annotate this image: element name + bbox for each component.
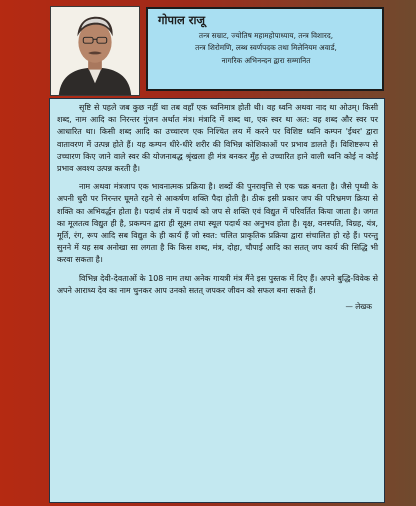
author-info-card xyxy=(146,7,384,91)
author-signature: — लेखक xyxy=(345,302,372,312)
author-portrait-image xyxy=(51,7,139,95)
author-photo xyxy=(50,6,140,96)
author-title-line: तन्त्र सम्राट, ज्योतिष महामहोपाध्याय, तन्त्र विशारद, xyxy=(198,31,334,40)
foreword-paragraph: सृष्टि से पहले जब कुछ नहीं था तब वहाँ एक ध्वनिमात्र होती थी। वह ध्वनि अथवा नाद था ओउम्। किसी शब्द, नाम आदि का निरन्तर गुंजन अर्थात मंत्र। मंत्रादि में शब्द था, एक स्वर था अत: वह शब्द और स्वर पर आधारित था। किसी शब्द आदि का उच्चारण एक निश्चित लय में करने पर विशिष्ट ध्वनि कम्पन 'ईथर' द्वारा वातावरण में उत्पन्न होते हैं। यह कम्पन धीरे-धीरे शरीर की विभिन्न कोशिकाओं पर प्रभाव डालते हैं। विशिष्टरूप से उच्चारण किए जाने वाले स्वर की योजनाबद्ध श्रृंखला ही मंत्र बनकर मुँह से उच्चारित हाने वाली ध्वनि कोई न कोई प्रभाव अवश्य उत्पन्न करती है। xyxy=(57,103,378,174)
author-title-line: नागरिक अभिनन्दन द्वारा सम्मानित xyxy=(221,55,311,65)
author-name: गोपाल राजू xyxy=(158,13,205,27)
foreword-text-panel xyxy=(49,98,385,503)
foreword-paragraph: नाम अथवा मंत्रजाप एक भावनात्मक प्रक्रिया है। शब्दों की पुनरावृत्ति से एक चक्र बनता है। जैसे पृथ्वी के अपनी धुरी पर निरन्तर घूमते रहने से आकर्षण शक्ति पैदा होती है। ठीक इसी प्रकार जप की परिभ्रमण क्रिया से शक्ति का अभिवर्द्धन होता है। पदार्थ तंत्र में पदार्थ को जप से शक्ति एवं विद्युत में परिवर्तित किया जाता है। जगत का मूलतत्व विद्युत ही है, प्रकम्पन द्वारा ही सूक्ष्म तथा स्थूल पदार्थ का अनुभव होता है। वृक्ष, वनस्पति, विग्रह, यंत्र, मूर्ति, रंग, रूप आदि सब विद्युत के ही कार्य हैं जो स्वत: चलित प्राकृतिक प्रक्रिया द्वारा संचालित हो रहे हैं। परन्तु सुनने में यह सब अनोखा सा लगता है कि किस शब्द, मंत्र, दोहा, चौपाई आदि का सतत् जप कार्य की सिद्धि भी करवा सकता है। xyxy=(57,182,378,265)
author-title-line: तन्त्र शिरोमणि, लब्ध स्वर्णपदक तथा मिलेनियम अवार्ड, xyxy=(195,43,337,53)
foreword-paragraph: विभिन्न देवी-देवताओं के 108 नाम तथा अनेक गायत्री मंत्र मैंने इस पुस्तक में दिए हैं। अपने बुद्धि-विवेक से अपने आराध्य देव का नाम चुनकर आप उनको सतत् जपकर जीवन को सफल बना सकते हैं। xyxy=(57,273,378,295)
